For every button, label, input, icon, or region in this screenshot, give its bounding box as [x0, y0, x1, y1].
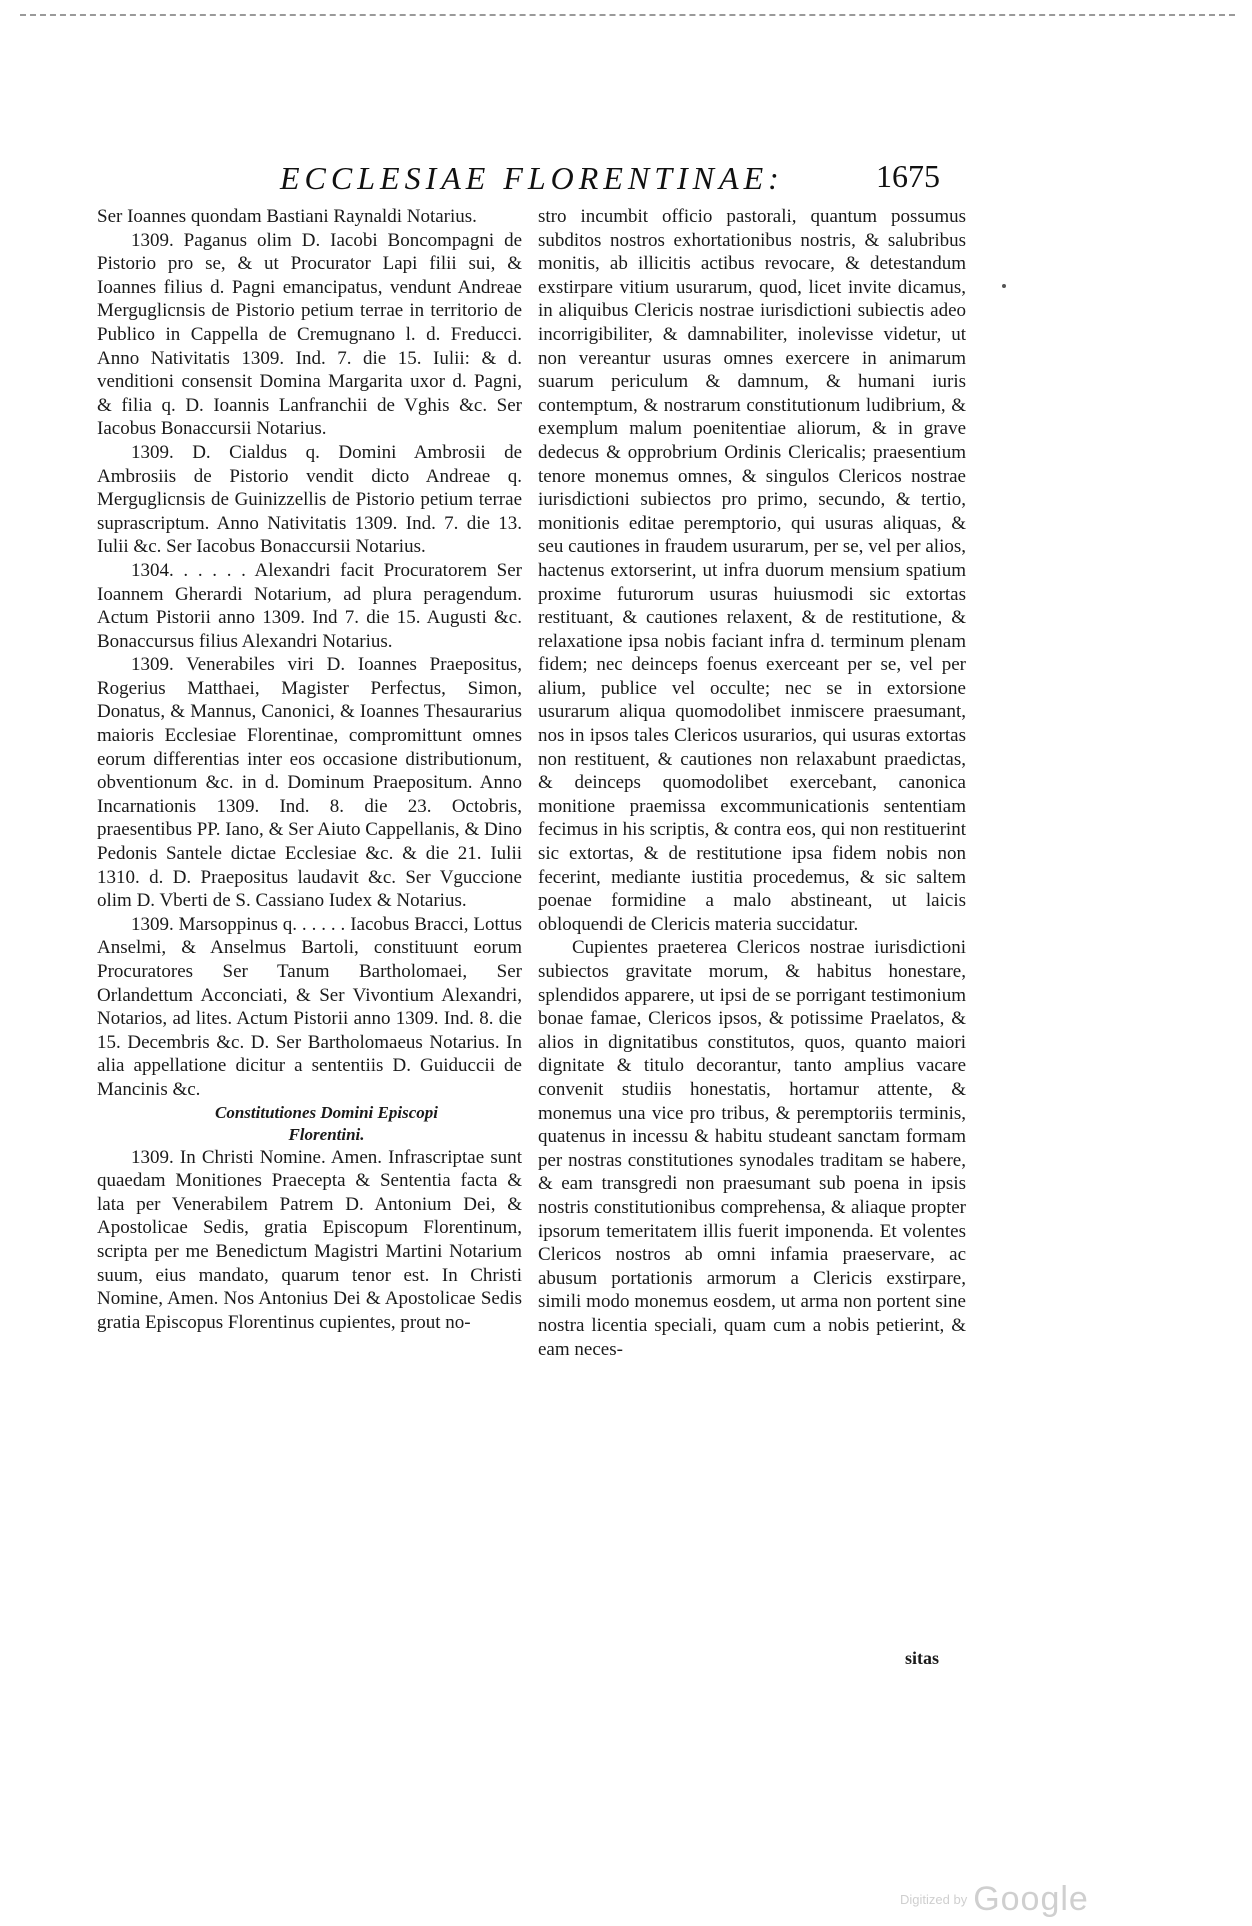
section-heading-line: Florentini.: [288, 1124, 365, 1144]
paragraph: 1309. D. Cialdus q. Domini Ambrosii de Ambrosiis de Pistorio vendit dicto Andreae q. Merguglicnsis de Guinizzellis de Pistorio petium terrae suprascriptum. Anno Nativitatis 1309. Ind. 7. die 13. Iulii &c. Ser Iacobus Bonaccursii Notarius.: [97, 441, 522, 558]
paragraph: 1309. In Christi Nomine. Amen. Infrascriptae sunt quaedam Monitiones Praecepta & Sententia facta & lata per Venerabilem Patrem D. Antonium Dei, & Apostolicae Sedis, gratia Episcopum Florentinum, scripta per me Benedictum Magistri Martini Notarium suum, eius mandato, quarum tenor est. In Christi Nomine, Amen. Nos Antonius Dei & Apostolicae Sedis gratia Episcopus Florentinus cupientes, prout no-: [97, 1146, 522, 1333]
section-heading: [97, 1102, 522, 1146]
ink-speck: [1002, 284, 1006, 288]
paragraph: stro incumbit officio pastorali, quantum possumus subditos nostros exhortationibus nostris, & salubribus monitis, ab illicitis actibus revocare, & detestandum exstirpare vitium usurarum, quod, licet invite dicamus, in aliquibus Clericis nostrae iurisdictioni subiectis adeo incorrigibiliter, & damnabiliter, inolevisse videtur, ut non vereantur usuras omnes exercere in animarum suarum periculum & damnum, & humani iuris contemptum, & nostrarum constitutionum ludibrium, & exemplum malum poenitentiae aliorum, & in grave dedecus & opprobrium Ordinis Clericalis; praesentium tenore monemus omnes, & singulos Clericos nostrae iurisdictioni subiectos pro primo, secundo, & tertio, monitionis editae peremptorio, qui usuras aliquas, & seu cautiones in fraudem usurarum, per se, vel per alios, hactenus extorserint, ut infra duorum mensium spatium proxime futurorum usuras huiusmodi sic extortas restituant, & cautiones relaxent, & de restitutione, & relaxatione ipsa nobis faciant infra d. terminum plenam fidem; nec deinceps foenus exerceant per se, vel per alium, publice vel occulte; nec se in extorsione usurarum aliqua quomodolibet inmiscere praesumant, nos in ipsos tales Clericos usurarios, qui usuras extortas non restituent, & cautiones non relaxabunt praedictas, & deinceps quomodolibet exercebant, canonica monitione praemissa excommunicationis sententiam fecimus in his scriptis, & contra eos, qui non restituerint sic extortas, & de restitutione ipsa fidem nobis non fecerint, mediante iustitia procedemus, & sic saltem poenae formidine a malo abstineant, ut laicis obloquendi de Clericis materia succidatur.: [538, 206, 966, 935]
page-number: 1675: [876, 158, 940, 194]
page-header: [280, 160, 940, 200]
paragraph: Ser Ioannes quondam Bastiani Raynaldi Notarius.: [97, 206, 477, 227]
watermark-small-text: Digitized by: [900, 1892, 968, 1907]
catchword: sitas: [905, 1648, 940, 1668]
section-heading-line: Constitutiones Domini Episcopi: [215, 1102, 438, 1122]
digitization-watermark: [900, 1880, 1089, 1919]
paragraph: 1309. Marsoppinus q. . . . . . Iacobus Bracci, Lottus Anselmi, & Anselmus Bartoli, constituunt eorum Procuratores Ser Tanum Bartholomaei, Ser Orlandettum Acconciati, & Ser Vivontium Alexandri, Notarios, ad lites. Actum Pistorii anno 1309. Ind. 8. die 15. Decembris &c. D. Ser Bartholomaeus Notarius. In alia appellatione dicitur a sententiis D. Guiduccii de Mancinis &c.: [97, 913, 522, 1100]
left-column: [97, 205, 522, 1334]
running-title: ECCLESIAE FLORENTINAE:: [280, 160, 784, 196]
paragraph: 1309. Venerabiles viri D. Ioannes Praepositus, Rogerius Matthaei, Magister Perfectus, Simon, Donatus, & Mannus, Canonici, & Ioannes Thesaurarius maioris Ecclesiae Florentinae, compromittunt omnes eorum differentias inter eos occasione distributionum, obventionum &c. in d. Dominum Praepositum. Anno Incarnationis 1309. Ind. 8. die 23. Octobris, praesentibus PP. Iano, & Ser Aiuto Cappellanis, & Dino Pedonis Santele dictae Ecclesiae &c. & die 21. Iulii 1310. d. D. Praepositus laudavit &c. Ser Vguccione olim D. Vberti de S. Cassiano Iudex & Notarius.: [97, 654, 522, 912]
watermark-logo-text: Google: [973, 1880, 1089, 1918]
paragraph: Cupientes praeterea Clericos nostrae iurisdictioni subiectos gravitate morum, & habitus honestare, splendidos apparere, ut ipsi de se porrigant testimonium bonae famae, Clericos ipsos, & potissime Praelatos, & alios in dignitatibus constitutos, quos, quanto maiori dignitate & titulo decorantur, tanto amplius vacare convenit studiis honestatis, hortamur attente, & monemus una vice pro tribus, & peremptoriis terminis, quatenus in incessu & habitu studeant sanctam formam per nostras constitutiones synodales traditam se habere, & eam transgredi non praesumant sub poena in ipsis nostris constitutionibus comprehensa, & aliaque propter ipsorum temeritatem illis fuerit imponenda. Et volentes Clericos nostros ab omni infamia praeservare, ac abusum portationis armorum a Clericis exstirpare, simili modo monemus eosdem, ut arma non portent sine nostra licentia speciali, quam cum a nobis petierint, & eam neces-: [538, 937, 966, 1360]
paragraph: 1304. . . . . . Alexandri facit Procuratorem Ser Ioannem Gherardi Notarium, ad plura peragendum. Actum Pistorii anno 1309. Ind 7. die 15. Augusti &c. Bonaccursus filius Alexandri Notarius.: [97, 559, 522, 652]
top-dashed-rule: [20, 14, 1235, 16]
right-column: [538, 205, 966, 1361]
paragraph: 1309. Paganus olim D. Iacobi Boncompagni de Pistorio pro se, & ut Procurator Lapi filii sui, & Ioannes filius d. Pagni emancipatus, vendunt Andreae Merguglicnsis de Pistorio petium terrae in territorio de Publico in Cappella de Cremugnano l. d. Freducci. Anno Nativitatis 1309. Ind. 7. die 15. Iulii: & d. venditioni consensit Domina Margarita uxor d. Pagni, & filia q. D. Ioannis Lanfranchii de Vghis &c. Ser Iacobus Bonaccursii Notarius.: [97, 229, 522, 440]
